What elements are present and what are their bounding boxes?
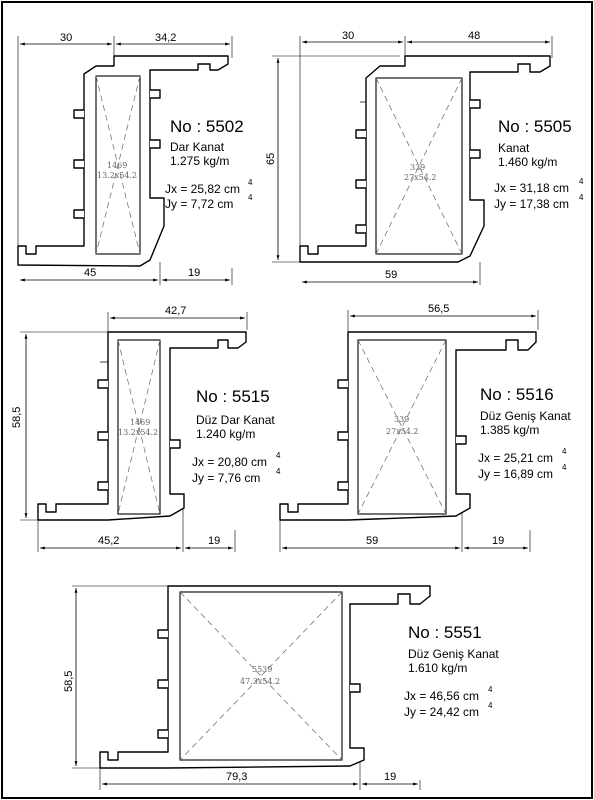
dim-5505-height: 65: [265, 152, 277, 165]
inner-size-5502: 13.2x54.2: [97, 171, 138, 180]
dim-5515-height: 58,5: [11, 406, 23, 428]
dim-5551-bottom-right: 19: [384, 771, 397, 783]
profile-5515: [11, 305, 281, 552]
exp-jx-5502: 4: [248, 178, 253, 187]
dim-5515-bottom-right: 19: [208, 535, 221, 547]
inner-size-5516: 27x54.2: [386, 427, 419, 436]
exp-jy-5516: 4: [562, 463, 567, 472]
profile-weight-5515: 1.240 kg/m: [196, 427, 256, 441]
profile-jx-5516: Jx = 25,21 cm: [478, 451, 554, 465]
profile-name-5515: Düz Dar Kanat: [196, 413, 275, 427]
exp-jx-5551: 4: [488, 685, 493, 694]
exp-jx-5516: 4: [562, 447, 567, 456]
profile-number-5551: No : 5551: [408, 623, 482, 642]
dim-5516-top: 56,5: [428, 303, 450, 315]
dim-5515-top: 42,7: [165, 305, 187, 317]
profile-weight-5551: 1.610 kg/m: [408, 661, 468, 675]
profile-jx-5551: Jx = 46,56 cm: [404, 689, 480, 703]
exp-jy-5502: 4: [248, 193, 253, 202]
inner-code-5502: 1469: [107, 161, 128, 170]
exp-jy-5515: 4: [276, 467, 281, 476]
dim-5505-top-right: 48: [468, 30, 481, 42]
profile-jy-5551: Jy = 24,42 cm: [404, 705, 480, 719]
profile-jy-5515: Jy = 7,76 cm: [192, 471, 261, 485]
dim-5516-bottom-right: 19: [492, 535, 505, 547]
profile-name-5505: Kanat: [498, 141, 530, 155]
profile-name-5502: Dar Kanat: [170, 140, 225, 154]
profile-name-5551: Düz Geniş Kanat: [408, 647, 499, 661]
exp-jy-5551: 4: [488, 701, 493, 710]
dim-5551-height: 58,5: [63, 670, 75, 692]
profile-jy-5502: Jy = 7,72 cm: [165, 197, 234, 211]
profile-number-5505: No : 5505: [498, 117, 572, 136]
dim-5516-bottom-width: 59: [366, 535, 379, 547]
dim-5502-top-right: 34,2: [155, 32, 177, 44]
profile-name-5516: Düz Geniş Kanat: [480, 409, 571, 423]
profile-jx-5502: Jx = 25,82 cm: [165, 182, 241, 196]
inner-code-5515: 1469: [130, 418, 151, 427]
profile-5516: [280, 303, 571, 552]
inner-code-5505: 339: [410, 163, 426, 172]
exp-jy-5505: 4: [579, 193, 584, 202]
exp-jx-5505: 4: [579, 177, 584, 186]
dim-5502-bottom-right: 19: [188, 267, 201, 279]
profile-number-5502: No : 5502: [170, 117, 244, 136]
inner-size-5551: 47.3x54.2: [240, 677, 281, 686]
profile-jy-5505: Jy = 17,38 cm: [494, 197, 570, 211]
dim-5515-bottom-width: 45,2: [98, 535, 120, 547]
profile-weight-5502: 1.275 kg/m: [170, 154, 230, 168]
dim-5505-top-left: 30: [342, 30, 355, 42]
profile-jy-5516: Jy = 16,89 cm: [478, 467, 554, 481]
profile-weight-5516: 1.385 kg/m: [480, 423, 540, 437]
dim-5551-bottom-width: 79,3: [226, 771, 248, 783]
inner-size-5515: 13.2x54.2: [118, 428, 159, 437]
profile-5551: [63, 586, 499, 790]
profile-jx-5505: Jx = 31,18 cm: [494, 181, 570, 195]
dim-5502-top-left: 30: [60, 32, 73, 44]
inner-size-5505: 27x54.2: [404, 173, 437, 182]
dim-5505-bottom-width: 59: [385, 269, 398, 281]
profile-5505: [265, 30, 584, 285]
dim-5502-bottom-width: 45: [84, 267, 97, 279]
profile-number-5516: No : 5516: [480, 385, 554, 404]
profile-weight-5505: 1.460 kg/m: [498, 155, 558, 169]
inner-code-5551: 5539: [252, 665, 273, 674]
profile-number-5515: No : 5515: [196, 387, 270, 406]
profile-jx-5515: Jx = 20,80 cm: [192, 455, 268, 469]
exp-jx-5515: 4: [276, 451, 281, 460]
profile-5502: [18, 32, 253, 285]
inner-code-5516: 339: [394, 415, 410, 424]
